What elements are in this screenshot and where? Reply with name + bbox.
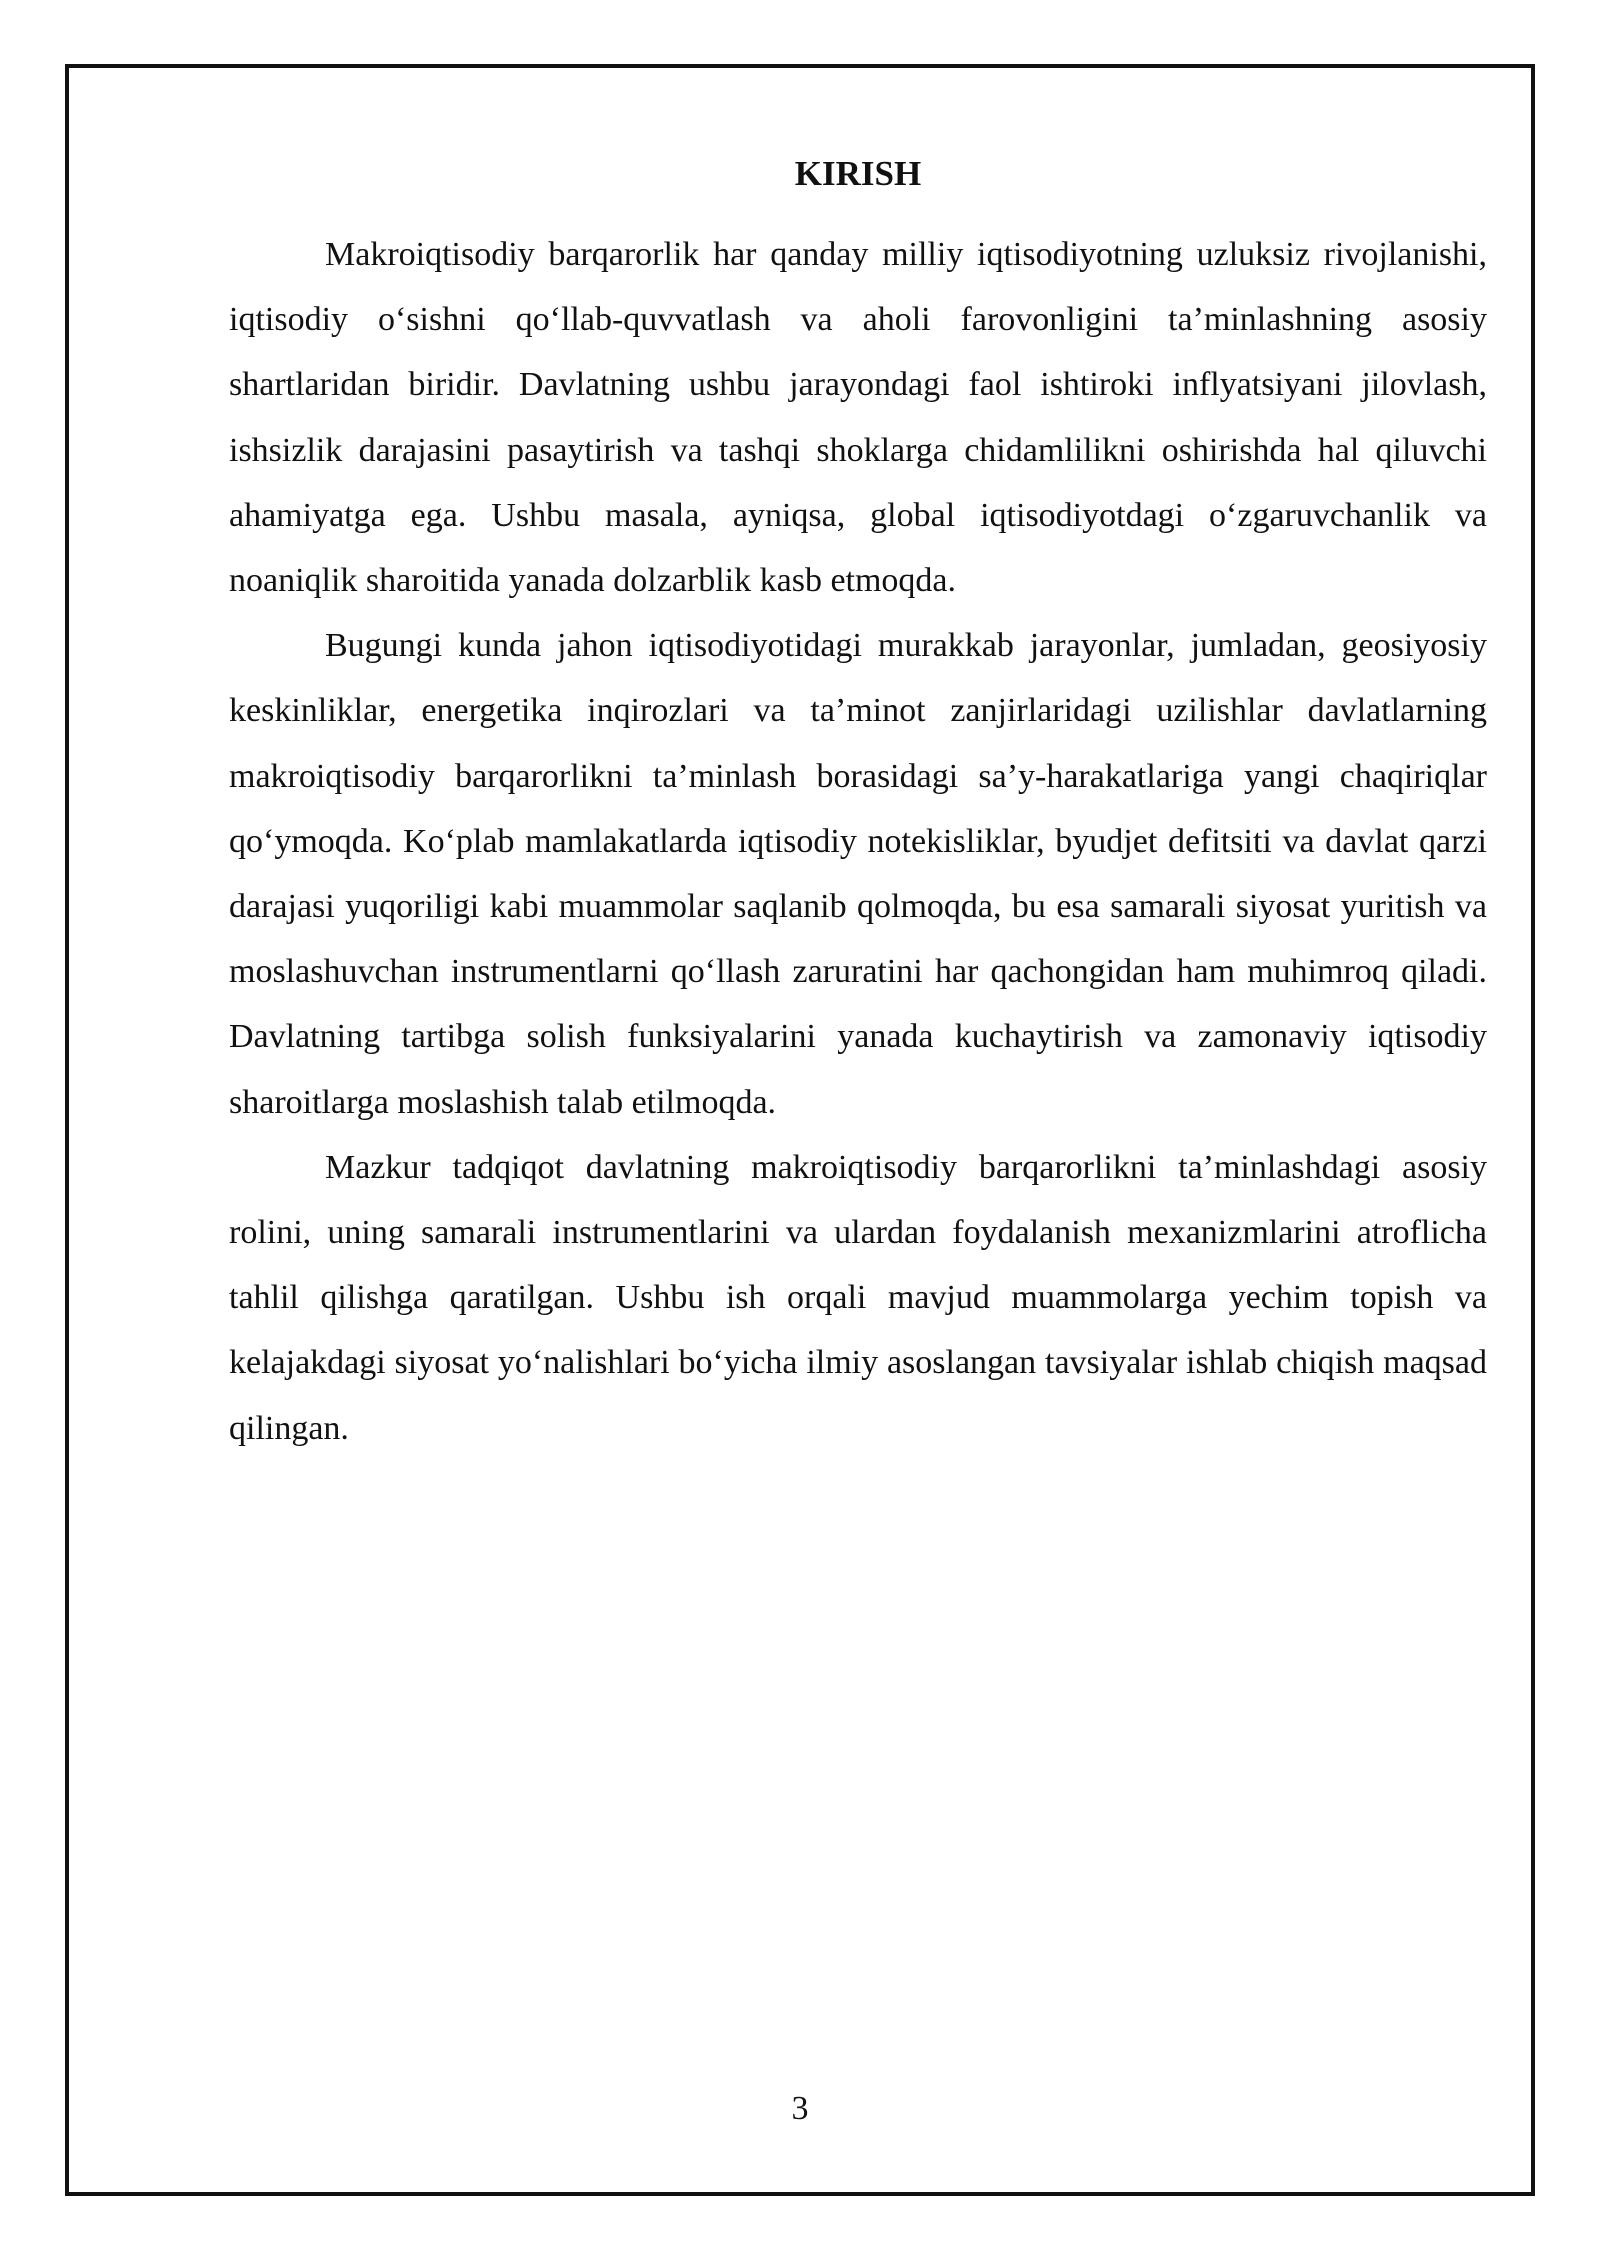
document-body: [229, 148, 1487, 1461]
paragraph-1: Makroiqtisodiy barqarorlik har qanday milliy iqtisodiyotning uzluksiz rivojlanishi, iqtisodiy o‘sishni qo‘llab-quvvatlash va aholi farovonligini ta’minlashning asosiy shartlaridan biridir. Davlatning ushbu jarayondagi faol ishtiroki inflyatsiyani jilovlash, ishsizlik darajasini pasaytirish va tashqi shoklarga chidamlilikni oshirishda hal qiluvchi ahamiyatga ega. Ushbu masala, ayniqsa, global iqtisodiyotdagi o‘zgaruvchanlik va noaniqlik sharoitida yanada dolzarblik kasb etmoqda.: [229, 236, 1487, 600]
section-heading: KIRISH: [794, 154, 922, 193]
paragraph-2: Bugungi kunda jahon iqtisodiyotidagi murakkab jarayonlar, jumladan, geosiyosiy keskinliklar, energetika inqirozlari va ta’minot zanjirlaridagi uzilishlar davlatlarning makroiqtisodiy barqarorlikni ta’minlash borasidagi sa’y-harakatlariga yangi chaqiriqlar qo‘ymoqda. Ko‘plab mamlakatlarda iqtisodiy notekisliklar, byudjet defitsiti va davlat qarzi darajasi yuqoriligi kabi muammolar saqlanib qolmoqda, bu esa samarali siyosat yuritish va moslashuvchan instrumentlarni qo‘llash zaruratini har qachongidan ham muhimroq qiladi. Davlatning tartibga solish funksiyalarini yanada kuchaytirish va zamonaviy iqtisodiy sharoitlarga moslashish talab etilmoqda.: [229, 627, 1487, 1121]
paragraph-3: Mazkur tadqiqot davlatning makroiqtisodiy barqarorlikni ta’minlashdagi asosiy rolini, uning samarali instrumentlarini va ulardan foydalanish mexanizmlarini atroflicha tahlil qilishga qaratilgan. Ushbu ish orqali mavjud muammolarga yechim topish va kelajakdagi siyosat yo‘nalishlari bo‘yicha ilmiy asoslangan tavsiyalar ishlab chiqish maqsad qilingan.: [229, 1148, 1487, 1447]
page-number: 3: [791, 2090, 809, 2127]
